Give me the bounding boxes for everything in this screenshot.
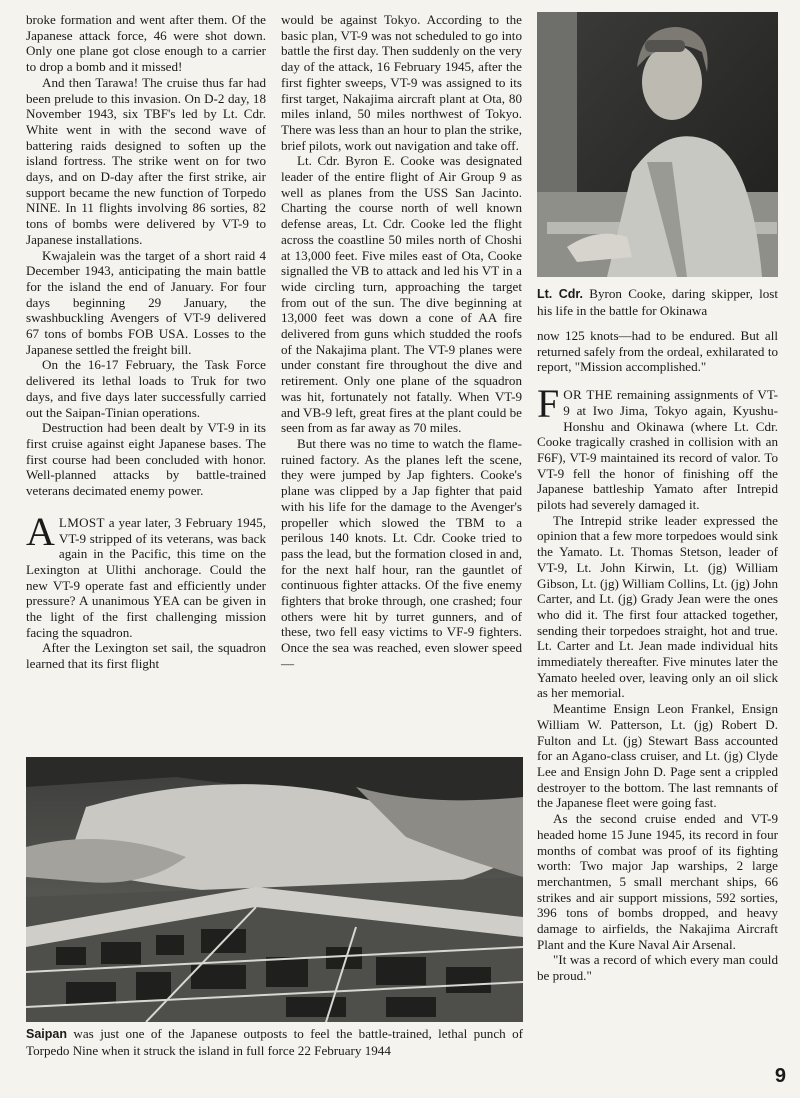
caption-lead: Lt. Cdr. (537, 287, 584, 301)
drop-cap: A (26, 508, 55, 554)
paragraph: Lt. Cdr. Byron E. Cooke was designated leader of the entire flight of Air Group 9 as well as planes from the USS San Jacinto. Charting the course north of well known defense areas, Lt. Cdr. Cooke led the flight across the coastline 50 miles north of Choshi at 13,000 feet. Five miles east of Ota, Cooke signalled the VB to attack and led his VT in a wide circling turn, approaching the target from out of the sun. The dive beginning at 13,000 feet was down a cone of AA fire delivered from guns which studded the roofs of the Nakajima plant. The VT-9 planes were under constant fire throughout the dive and retirement. Only one plane of the squadron was hit, fortunately not fatally. When VT-9 and VB-9 left, great fires at the plant could be seen from as far away as 70 miles. (281, 153, 522, 436)
column-1 (26, 12, 266, 672)
portrait-photo (537, 12, 778, 277)
paragraph: After the Lexington set sail, the squadron learned that its first flight (26, 640, 266, 672)
caption-text: was just one of the Japanese outposts to feel the battle-trained, lethal punch of Torpedo Nine when it struck the island in full force 22 February 1944 (26, 1026, 523, 1058)
small-caps-lead: OR THE (563, 387, 613, 403)
paragraph: Meantime Ensign Leon Frankel, Ensign William W. Patterson, Lt. (jg) Robert D. Fulton and Lt. (jg) Stewart Bass accounted for an Agano-class cruiser, and Lt. (jg) Clyde Lee and Ensign John D. Page sent a crippled destroyer to the bottom. The last remnants of the Japanese fleet were going fast. (537, 701, 778, 811)
column-2 (281, 12, 522, 672)
saipan-aerial-photo (26, 757, 523, 1022)
paragraph-text: remaining assignments of VT-9 at Iwo Jima, Tokyo again, Kyushu-Honshu and Okinawa (where Lt. Cdr. Cooke tragically crashed in collision with an F6F), VT-9 maintained its record of valor. To VT-9 fell the honor of finishing off the Japanese battleship Yamato after Intrepid pilots had severely damaged it. (537, 387, 778, 513)
drop-cap: F (537, 381, 560, 427)
paragraph: The Intrepid strike leader expressed the opinion that a few more torpedoes would sink the Yamato. Lt. Thomas Stetson, leader of VT-9, Lt. John Kirwin, Lt. (jg) William Gibson, Lt. (jg) William Collins, Lt. (jg) John Carter, and Lt. (jg) Grady Jean were the ones who did it. The first four attacked together, sending their torpedoes straight, hot and true. Lt. Carter and Lt. Jean made individual hits immediately thereafter. Five minutes later the Yamato heeled over, leaving only an oil slick as her memorial. (537, 512, 778, 701)
paragraph: As the second cruise ended and VT-9 headed home 15 June 1945, its record in four months of combat was proof of its fighting worth: Two major Jap warships, 2 large merchantmen, 5 small merchant ships, 66 strikes and air support missions, 592 sorties, 396 tons of bombs dropped, and heavy damage to airfields, the Nakajima Aircraft Plant and the Kure Naval Air Arsenal. (537, 811, 778, 952)
paragraph-text: a year later, 3 February 1945, VT-9 stripped of its veterans, was back again in the Pacific, this time on the Lexington at Ulithi anchorage. Could the new VT-9 operate fast and efficiently under pressure? A unanimous YEA can be given in the light of the first challenging mission facing the squadron. (26, 514, 266, 640)
saipan-caption (26, 1026, 523, 1058)
caption-text: Byron Cooke, daring skipper, lost his life in the battle for Okinawa (537, 286, 778, 318)
paragraph: broke formation and went after them. Of the Japanese attack force, 46 were shot down. Only one plane got close enough to a carrier to drop a bomb and it missed! (26, 12, 266, 75)
paragraph: would be against Tokyo. According to the basic plan, VT-9 was not scheduled to go into battle the first day. Then suddenly on the very day of the attack, 16 February 1945, after the first fighter sweeps, VT-9 was assigned to its first target, Nakajima aircraft plant at Ota, 80 miles inland, 50 miles northwest of Tokyo. There was less than an hour to plan the strike, brief pilots, work out navigation and take off. (281, 12, 522, 153)
caption-lead: Saipan (26, 1027, 67, 1041)
portrait-caption (537, 286, 778, 318)
paragraph-dropcap (26, 508, 266, 641)
paragraph: And then Tarawa! The cruise thus far had been prelude to this invasion. On D-2 day, 18 November 1943, six TBF's led by Lt. Cdr. White went in with the second wave of battering raids designed to soften up the island fortress. The strike went on for two days, and on D-day after the first strike, air support became the new function of Torpedo NINE. In 11 flights involving 86 sorties, 82 tons of bombs were delivered by VT-9 to Japanese installations. (26, 74, 266, 247)
paragraph: But there was no time to watch the flame-ruined factory. As the planes left the scene, they were jumped by Jap fighters. Cooke's plane was clipped by a Jap fighter that paid with his life for the damage to the Avenger's propeller which slowed the TBM to a perilous 140 knots. Lt. Cdr. Cooke tried to pass the lead, but the formation closed in and, for the next half hour, ran the gauntlet of continuous fighter attacks. Of the five enemy fighters that broke through, one crashed; four others were hit by turret gunners, and of these, two fell easy victims to VF-9 fighters. Once the sea was reached, even slower speed— (281, 435, 522, 671)
paragraph: On the 16-17 February, the Task Force delivered its lethal loads to Truk for two days, and five days later successfully carried out the Saipan-Tinian operations. (26, 357, 266, 420)
small-caps-lead: LMOST (58, 514, 105, 530)
paragraph: Destruction had been dealt by VT-9 in its first cruise against eight Japanese bases. The first course had been concluded with honor. Well-planned attacks by battle-trained veterans decimated enemy power. (26, 420, 266, 499)
page-number: 9 (774, 1065, 786, 1087)
paragraph: "It was a record of which every man could be proud." (537, 952, 778, 984)
paragraph: now 125 knots—had to be endured. But all returned safely from the ordeal, exhilarated to report, "Mission accomplished." (537, 328, 778, 375)
paragraph: Kwajalein was the target of a short raid 4 December 1943, anticipating the main battle for the island the end of January. For four days beginning 29 January, the swashbuckling Avengers of VT-9 delivered 67 tons of bombs FOB USA. Losses to the Japanese settled the freight bill. (26, 247, 266, 357)
paragraph-dropcap (537, 381, 778, 513)
column-3 (537, 328, 778, 984)
